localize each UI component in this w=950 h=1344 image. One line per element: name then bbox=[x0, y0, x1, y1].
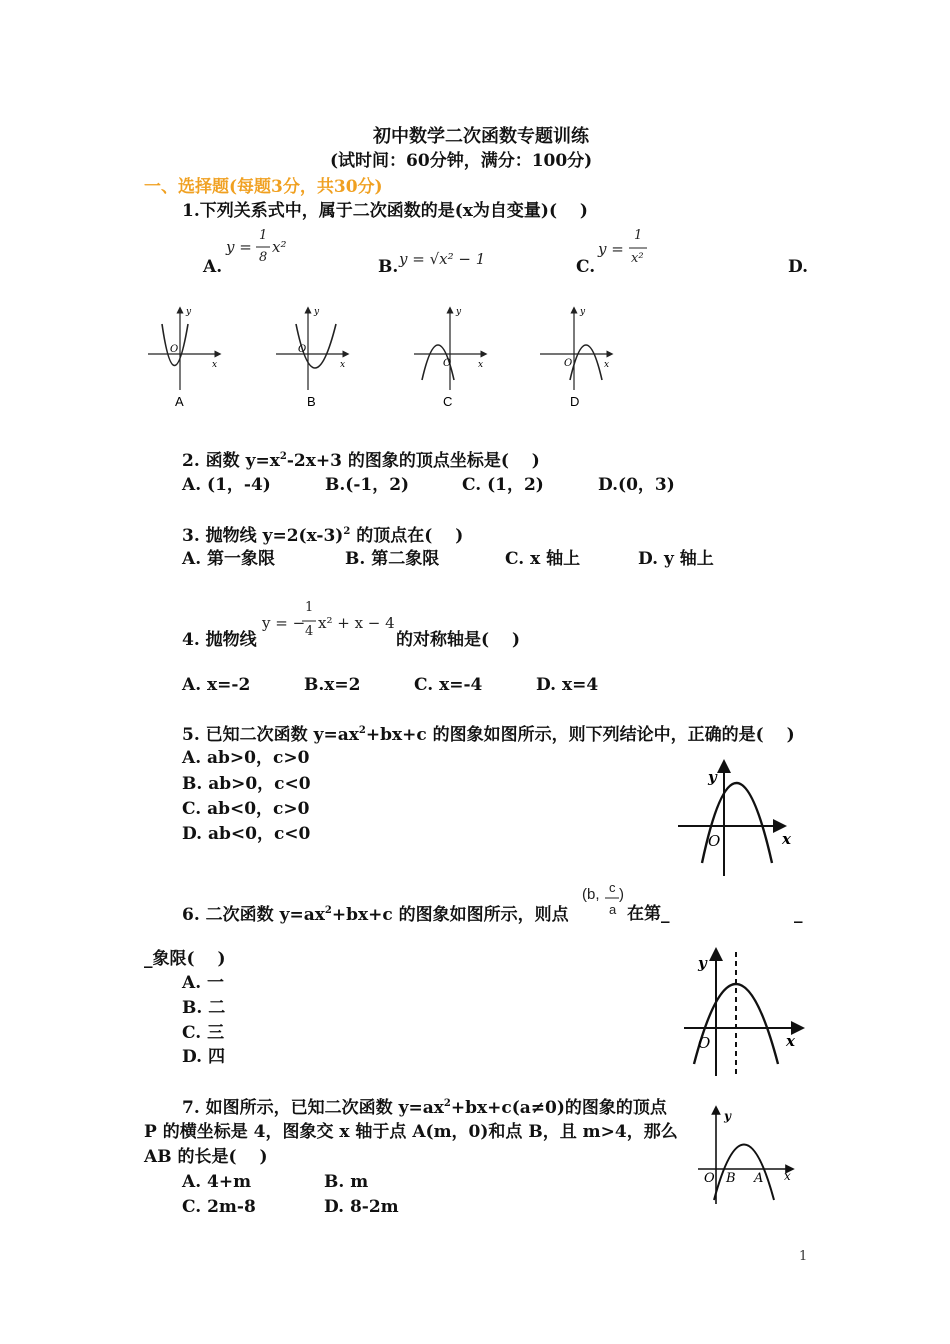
svg-text:y: y bbox=[456, 307, 462, 317]
q4-option-c[interactable]: C. x=-4 bbox=[414, 675, 483, 695]
q7-option-a[interactable]: A. 4+m bbox=[182, 1172, 252, 1192]
q7-line2: P 的横坐标是 4，图象交 x 轴于点 A(m，0)和点 B，且 m>4，那么 bbox=[144, 1122, 678, 1142]
graph-d[interactable] bbox=[540, 307, 610, 409]
q1-option-c[interactable]: C. bbox=[576, 257, 596, 277]
svg-text:x: x bbox=[212, 360, 218, 370]
graph-label: A bbox=[175, 394, 184, 409]
svg-text:y: y bbox=[698, 954, 707, 972]
q2-stem: 2. 函数 $y=x^2-2x+3$ 的图象的顶点坐标是( ) bbox=[182, 451, 540, 471]
page-subtitle: (试时间：60分钟，满分：100分) bbox=[330, 151, 593, 171]
q1-formula-b: y = √x² − 1 bbox=[399, 250, 486, 268]
q6-option-a[interactable]: A. 一 bbox=[182, 973, 225, 993]
q3-option-d[interactable]: D. y 轴上 bbox=[638, 549, 714, 569]
q6-option-b[interactable]: B. 二 bbox=[182, 998, 226, 1018]
svg-text:x: x bbox=[784, 1169, 791, 1183]
graph-label: C bbox=[443, 394, 453, 409]
q1-graphs bbox=[140, 302, 630, 414]
q4-option-d[interactable]: D. x=4 bbox=[536, 675, 599, 695]
graph-c[interactable] bbox=[414, 307, 484, 409]
svg-text:A: A bbox=[754, 1171, 764, 1186]
q6-blank-end: _ bbox=[794, 904, 803, 924]
q7-graph bbox=[694, 1104, 804, 1208]
q5-option-b[interactable]: B. ab>0，c<0 bbox=[182, 774, 311, 794]
q5-option-a[interactable]: A. ab>0，c>0 bbox=[182, 748, 310, 768]
q1-stem: 1.下列关系式中，属于二次函数的是(x为自变量)( ) bbox=[182, 201, 588, 221]
svg-text:O: O bbox=[443, 358, 452, 369]
section-heading: 一、选择题(每题3分，共30分) bbox=[144, 177, 383, 197]
page-number: 1 bbox=[799, 1249, 808, 1264]
q7-option-b[interactable]: B. m bbox=[324, 1172, 369, 1192]
q6-option-c[interactable]: C. 三 bbox=[182, 1023, 225, 1043]
svg-text:x: x bbox=[782, 830, 791, 848]
q5-stem: 5. 已知二次函数 $y=ax^2+bx+c$ 的图象如图所示，则下列结论中，正确的是( ) bbox=[182, 725, 795, 745]
q2-option-b[interactable]: B.(-1，2) bbox=[325, 475, 410, 495]
q2-option-c[interactable]: C. (1，2) bbox=[462, 475, 544, 495]
q5-option-d[interactable]: D. ab<0，c<0 bbox=[182, 824, 311, 844]
svg-text:y: y bbox=[580, 307, 586, 317]
graph-label: B bbox=[307, 394, 316, 409]
q6-option-d[interactable]: D. 四 bbox=[182, 1047, 225, 1067]
svg-text:y: y bbox=[314, 307, 320, 317]
q6-stem-d: _象限( ) bbox=[144, 949, 226, 969]
svg-text:O: O bbox=[704, 1171, 715, 1186]
q6-stem-c: 在第_ bbox=[627, 904, 670, 924]
q3-option-c[interactable]: C. x 轴上 bbox=[505, 549, 581, 569]
svg-text:O: O bbox=[708, 832, 721, 850]
q3-stem: 3. 抛物线 $y=2(x-3)^2$ 的顶点在( ) bbox=[182, 526, 464, 546]
svg-text:y: y bbox=[186, 307, 192, 317]
q4-option-a[interactable]: A. x=-2 bbox=[182, 675, 251, 695]
q1-option-a[interactable]: A. bbox=[203, 257, 223, 277]
q3-option-a[interactable]: A. 第一象限 bbox=[182, 549, 276, 569]
svg-text:O: O bbox=[698, 1034, 711, 1052]
q4-option-b[interactable]: B.x=2 bbox=[304, 675, 361, 695]
q7-option-c[interactable]: C. 2m-8 bbox=[182, 1197, 256, 1217]
q2-option-d[interactable]: D.(0，3) bbox=[598, 475, 675, 495]
q7-option-d[interactable]: D. 8-2m bbox=[324, 1197, 399, 1217]
page-title: 初中数学二次函数专题训练 bbox=[373, 126, 589, 147]
q3-option-b[interactable]: B. 第二象限 bbox=[345, 549, 440, 569]
svg-text:y: y bbox=[724, 1109, 731, 1123]
q4-stem-a: 4. 抛物线 bbox=[182, 630, 257, 650]
q1-option-b[interactable]: B. bbox=[378, 257, 399, 277]
svg-text:O: O bbox=[170, 344, 179, 355]
q5-graph bbox=[672, 758, 802, 880]
svg-text:O: O bbox=[564, 358, 573, 369]
q2-option-a[interactable]: A. (1，-4) bbox=[182, 475, 271, 495]
q7-line3: AB 的长是( ) bbox=[144, 1147, 268, 1167]
graph-a[interactable] bbox=[148, 307, 218, 409]
graph-b[interactable] bbox=[276, 307, 346, 409]
q4-stem-b: 的对称轴是( ) bbox=[396, 630, 521, 650]
svg-text:x: x bbox=[478, 360, 484, 370]
q5-option-c[interactable]: C. ab<0，c>0 bbox=[182, 799, 310, 819]
svg-text:x: x bbox=[340, 360, 346, 370]
q1-option-d[interactable]: D. bbox=[788, 257, 809, 277]
svg-text:y: y bbox=[708, 768, 717, 786]
svg-text:x: x bbox=[786, 1032, 795, 1050]
q6-stem: 6. 二次函数 $y=ax^2+bx+c$ 的图象如图所示，则点 bbox=[182, 905, 569, 925]
q6-graph bbox=[680, 946, 806, 1080]
q7-line1: 7. 如图所示，已知二次函数 $y=ax^2+bx+c(a\ne 0)$的图象的顶点 bbox=[182, 1098, 667, 1118]
svg-text:B: B bbox=[726, 1171, 736, 1186]
svg-text:x: x bbox=[604, 360, 610, 370]
graph-label: D bbox=[570, 394, 580, 409]
svg-text:O: O bbox=[298, 344, 307, 355]
